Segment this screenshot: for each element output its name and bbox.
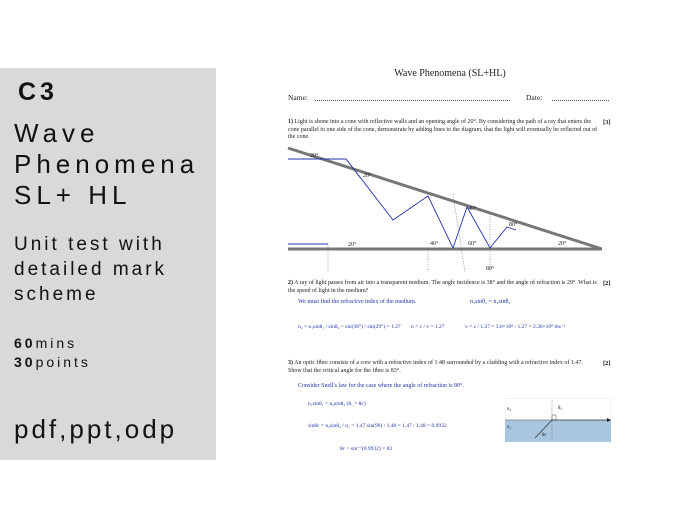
- question-3: 3) An optic fibre consists of a core with a refractive index of 1.48 surrounded by a cladding with a refractive index of 1.47. Show that the critical angle for the fibre is 83°.: [288, 360, 583, 374]
- label-n2: n₂: [507, 407, 512, 412]
- label-n1: n₁: [507, 425, 512, 430]
- q1-marks: [3]: [603, 119, 611, 126]
- angle-label: 20°: [363, 173, 372, 179]
- cone-ray-diagram: [280, 144, 620, 274]
- question-1: 1) Light is shone into a cone with reflective walls and an opening angle of 20°. By considering the path of a ray that enters the cone parallel to one side of the cone, demonstrate by adding lines to the diagram, that the light will eventually be reflected out of the cone.: [288, 119, 598, 140]
- q3-equation-1: n₁sinθ₁ = n₂sinθ₂ (θ₁ = θc): [308, 401, 366, 407]
- unit-title: [14, 118, 199, 211]
- subtitle-line: detailed mark: [14, 259, 168, 280]
- unit-subtitle: [14, 232, 167, 307]
- light-ray-path: [288, 159, 516, 248]
- file-formats: pdf,ppt,odp: [14, 414, 178, 444]
- q2-snell-law: n₁sinθ₁ = n₂sinθ₂: [470, 299, 511, 305]
- angle-label: 20°: [310, 153, 319, 159]
- q2-answer-intro: We must find the refractive index of the medium.: [298, 299, 417, 305]
- date-label: Date:: [526, 93, 543, 102]
- angle-label: 40°: [430, 241, 439, 247]
- angle-label: 60°: [468, 241, 477, 247]
- question-2: 2) A ray of light passes from air into a transparent medium. The angle incidence is 38° and the angle of refraction is 29°. What is the speed of light in the medium?: [288, 280, 597, 294]
- angle-label: 80°: [509, 222, 518, 228]
- q3-answer-intro: Consider Snell's law for the case where the angle of refraction is 90°.: [298, 383, 464, 389]
- angle-label: 80°: [486, 266, 495, 272]
- subtitle-line: Unit test with: [14, 234, 165, 255]
- name-field-line: [315, 100, 510, 101]
- duration: 60mins: [14, 335, 78, 351]
- worksheet-title: Wave Phenomena (SL+HL): [394, 68, 506, 79]
- title-line: Phenomena: [14, 149, 200, 179]
- q2-equation-2: n = c / v = 1.27: [411, 324, 445, 330]
- date-field-line: [552, 100, 609, 101]
- label-theta-c: θc: [542, 433, 547, 438]
- points: 30points: [14, 354, 91, 370]
- subtitle-line: scheme: [14, 284, 99, 305]
- q3-equation-2: sinθc = n₂sinθ₂ / n₁ = 1.47 sin(90) / 1.48 = 1.47 / 1.48 = 0.9932: [308, 423, 447, 429]
- name-label: Name:: [288, 93, 308, 102]
- unit-code: C3: [18, 78, 58, 106]
- angle-label: 40°: [468, 206, 477, 212]
- cover-panel: [0, 68, 216, 460]
- worksheet-preview: [280, 62, 620, 462]
- q2-equation-1: n₂ = n₁sinθ₁ / sinθ₂ = sin(38°) / sin(29°) = 1.27: [298, 324, 401, 330]
- optic-fibre-diagram: [505, 398, 611, 442]
- angle-label: 20°: [558, 241, 567, 247]
- angle-label: 20°: [348, 242, 357, 248]
- q2-marks: [2]: [603, 280, 611, 287]
- title-line: SL+ HL: [14, 180, 132, 210]
- core-region: [505, 420, 611, 442]
- test-meta: [14, 334, 91, 372]
- q3-equation-3: θc = sin⁻¹(0.9932) = 83: [340, 446, 393, 452]
- cone-upper-wall: [288, 148, 602, 249]
- q3-marks: [2]: [603, 360, 611, 367]
- q2-equation-3: v = c / 1.27 = 3.0×10⁸ / 1.27 = 2.36×10⁸ ms⁻¹: [465, 324, 566, 330]
- label-theta2: θ₂: [558, 406, 563, 411]
- title-line: Wave: [14, 118, 100, 148]
